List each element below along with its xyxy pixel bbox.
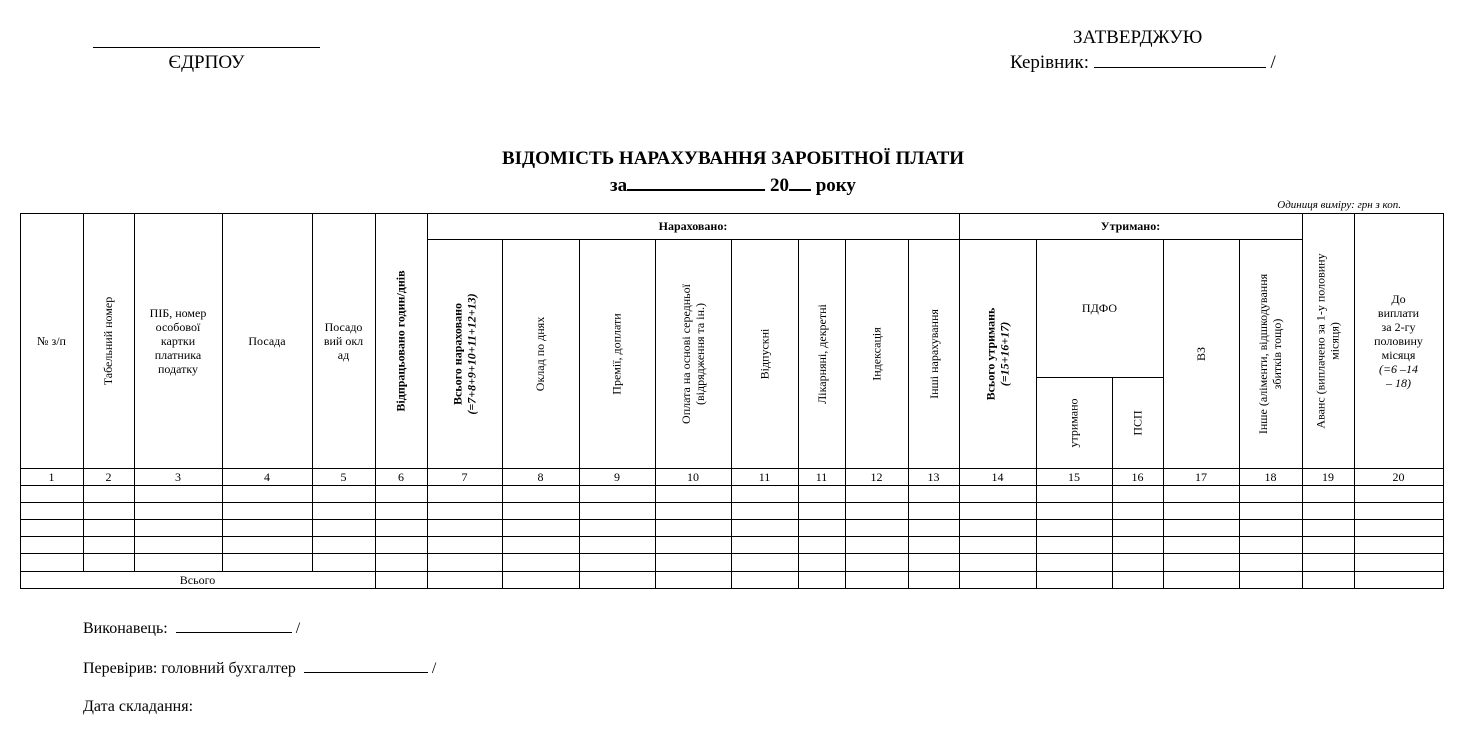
head-label: Керівник:: [1010, 52, 1089, 73]
col-other-withheld-label: Інше (аліменти, відшкодування: [1256, 273, 1271, 434]
col-average-pay-label: Оплата на основі середньої: [679, 283, 693, 424]
col-payout-formula: (=6 –14 – 18): [1378, 361, 1419, 390]
document-title: ВІДОМІСТЬ НАРАХУВАННЯ ЗАРОБІТНОЇ ПЛАТИ: [501, 148, 965, 169]
col-bonuses-label: Премії, доплати: [610, 312, 625, 395]
executor-label: Виконавець:: [83, 620, 168, 637]
col-num: 16: [1131, 469, 1144, 484]
col-payout-header: [1354, 213, 1443, 468]
withheld-group-header: Утримано:: [1100, 219, 1161, 233]
col-daily-salary-label: Оклад по днях: [533, 316, 548, 391]
col-position-header: Посада: [248, 333, 286, 348]
col-sick-leave-header: [798, 239, 845, 468]
col-bonuses-header: [579, 239, 655, 468]
col-num: 9: [614, 469, 620, 484]
col-vz-header: [1163, 239, 1239, 468]
col-num: 15: [1068, 469, 1080, 484]
edrpou-label: ЄДРПОУ: [168, 52, 245, 73]
checked-signature-line[interactable]: [304, 657, 428, 673]
col-worked-label: Відпрацьовано годин/днів: [394, 269, 408, 412]
col-advance-header: [1302, 213, 1354, 468]
col-num: 5: [340, 469, 347, 484]
col-num: 11: [758, 469, 771, 484]
col-sick-leave-label: Лікарняні, декретні: [814, 303, 829, 404]
col-total-accrued-label: Всього нараховано: [450, 302, 465, 405]
total-row-label: Всього: [179, 573, 216, 587]
col-average-pay-note: (відрядження та ін.): [693, 302, 707, 405]
col-tab-number-header: [83, 213, 134, 468]
period-prefix: за: [610, 175, 628, 196]
col-num: 3: [175, 469, 181, 484]
period-year-prefix: 20: [769, 175, 789, 196]
date-label: Дата складання:: [83, 698, 194, 715]
col-advance-note: місяця): [1328, 321, 1343, 360]
col-other-accruals-label: Інші нарахування: [926, 308, 941, 399]
col-num: 11: [815, 469, 828, 484]
col-num: 4: [264, 469, 270, 484]
col-number-header: № з/п: [37, 333, 66, 348]
head-sep: /: [1270, 52, 1276, 73]
col-average-pay-header: [655, 239, 731, 468]
col-total-accrued-formula: (=7+8+9+10+11+12+13): [464, 292, 479, 415]
col-num: 7: [461, 469, 468, 484]
col-num: 19: [1322, 469, 1334, 484]
checked-sep: /: [431, 660, 437, 677]
col-payout-label: До виплати за 2-гу половину місяця: [1374, 291, 1423, 362]
col-num: 12: [870, 469, 883, 484]
executor-line: [83, 617, 300, 638]
col-other-withheld-note: збитків тощо): [1270, 318, 1285, 389]
col-vacation-header: [731, 239, 798, 468]
col-psp-label: ПСП: [1130, 409, 1145, 436]
approve-label: ЗАТВЕРДЖУЮ: [1073, 27, 1203, 48]
unit-note: Одиниця виміру: грн з коп.: [1277, 199, 1401, 211]
col-worked-header: [375, 213, 427, 468]
col-daily-salary-header: [502, 239, 579, 468]
col-num: 6: [398, 469, 404, 484]
col-num: 14: [991, 469, 1004, 484]
col-advance-label: Аванс (виплачено за 1-у половину: [1314, 252, 1329, 429]
col-total-withheld-label: Всього утримань: [983, 307, 998, 400]
col-total-withheld-header: [959, 239, 1036, 468]
col-num: 2: [105, 469, 112, 484]
col-num: 17: [1195, 469, 1207, 484]
checked-label: Перевірив: головний бухгалтер: [83, 660, 296, 677]
executor-signature-line[interactable]: [176, 617, 292, 633]
executor-sep: /: [295, 620, 301, 637]
col-indexation-header: [845, 239, 908, 468]
col-pdfo-header: ПДФО: [1081, 301, 1118, 315]
col-total-accrued-header: [427, 239, 502, 468]
period-suffix: року: [815, 175, 856, 196]
col-name-header: ПІБ, номер особової картки платника податку: [149, 305, 207, 376]
col-num: 1: [48, 469, 55, 484]
col-num: 20: [1392, 469, 1405, 484]
col-num: 13: [927, 469, 940, 484]
col-indexation-label: Індексація: [869, 326, 884, 381]
col-num: 10: [687, 469, 699, 484]
col-vz-label: ВЗ: [1193, 346, 1208, 361]
col-num: 8: [537, 469, 544, 484]
col-psp-header: [1112, 377, 1163, 468]
col-salary-header: Посадовий оклад: [323, 319, 364, 362]
col-pdfo-withheld-header: [1036, 377, 1112, 468]
col-num: 18: [1264, 469, 1277, 484]
col-pdfo-withheld-label: утримано: [1066, 397, 1081, 448]
checked-line: [83, 657, 436, 678]
accrued-group-header: Нараховано:: [658, 219, 728, 233]
col-vacation-label: Відпускні: [757, 328, 772, 379]
col-total-withheld-formula: (=15+16+17): [997, 321, 1012, 386]
col-other-withheld-header: [1239, 239, 1302, 468]
col-tab-number-label: Табельний номер: [101, 296, 116, 385]
col-other-accruals-header: [908, 239, 959, 468]
